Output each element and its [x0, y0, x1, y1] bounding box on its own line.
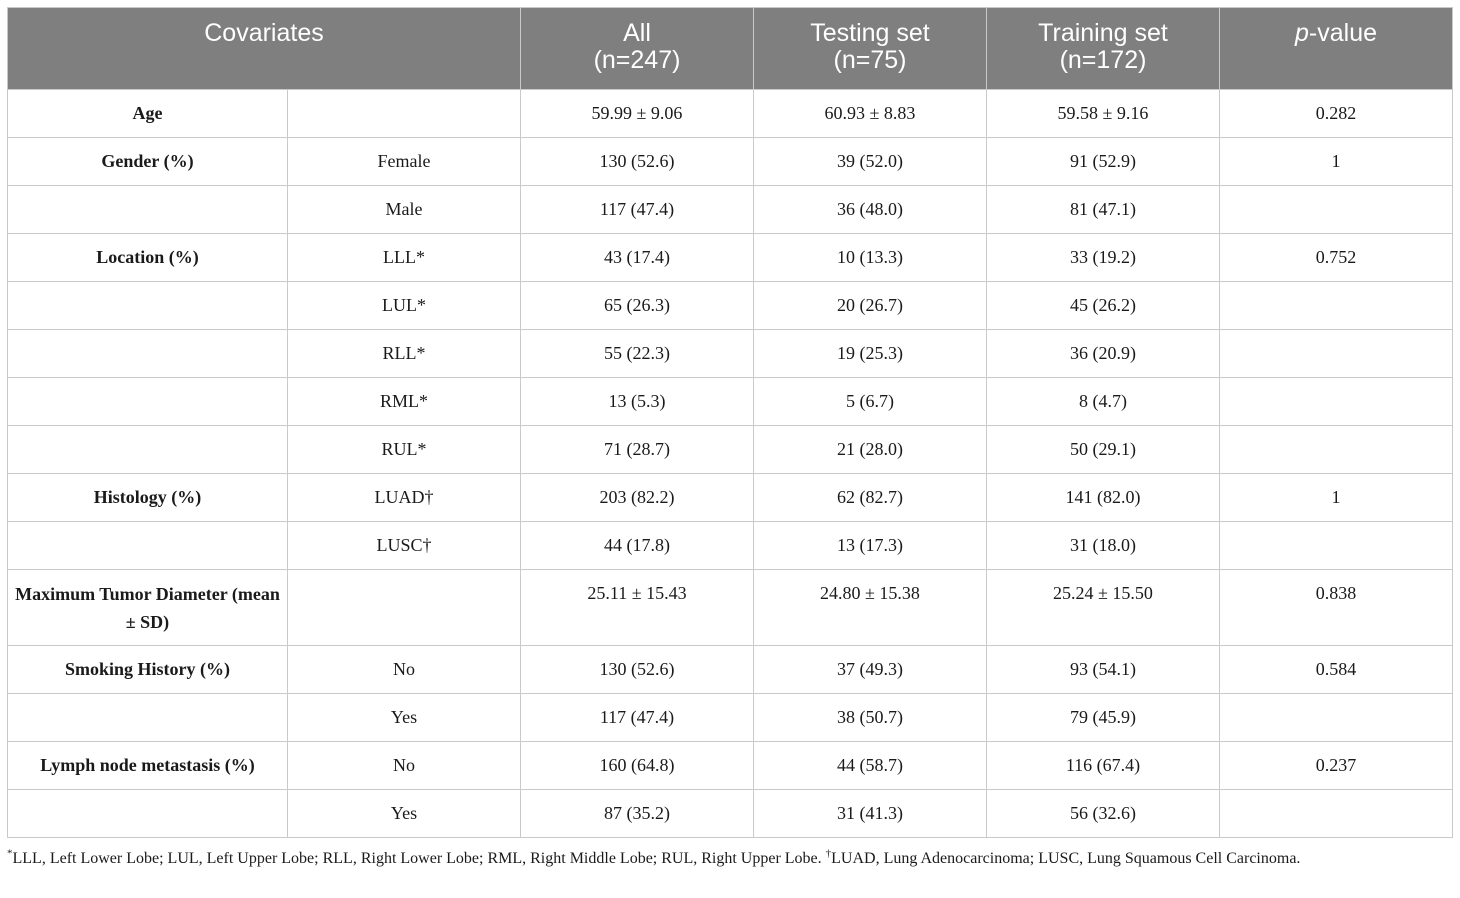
- row-training-value: 33 (19.2): [1070, 247, 1136, 267]
- row-testing-value: 20 (26.7): [837, 295, 903, 315]
- row-all-value: 65 (26.3): [604, 295, 670, 315]
- cell-pvalue: [1220, 694, 1453, 742]
- cell-level: [288, 282, 521, 330]
- row-testing-value: 5 (6.7): [846, 391, 894, 411]
- row-covariate: [8, 426, 287, 439]
- cell-level: [288, 234, 521, 282]
- footnote-star: *: [7, 847, 13, 860]
- cell-testing-value: [754, 282, 987, 330]
- cell-testing-value: [754, 234, 987, 282]
- cell-all-value: [521, 742, 754, 790]
- cell-testing-value: [754, 522, 987, 570]
- cell-training-value: [987, 646, 1220, 694]
- cell-level: [288, 790, 521, 838]
- cell-testing-value: [754, 474, 987, 522]
- row-level: No: [393, 755, 415, 775]
- row-all-value: 130 (52.6): [599, 659, 675, 679]
- footnote-dagger: †: [825, 847, 832, 860]
- cell-training-value: [987, 138, 1220, 186]
- row-covariate: Gender (%): [101, 151, 194, 171]
- row-all-value: 130 (52.6): [599, 151, 675, 171]
- cell-training-value: [987, 426, 1220, 474]
- cell-training-value: [987, 282, 1220, 330]
- cell-pvalue: [1220, 330, 1453, 378]
- cell-training-value: [987, 186, 1220, 234]
- cell-pvalue: [1220, 474, 1453, 522]
- cell-covariate: [8, 330, 288, 378]
- cell-testing-value: [754, 694, 987, 742]
- row-level: LUL*: [382, 295, 426, 315]
- row-level: RLL*: [382, 343, 426, 363]
- header-pvalue-italic: p: [1295, 19, 1309, 47]
- row-level: Female: [377, 151, 431, 171]
- cell-covariate: [8, 186, 288, 234]
- row-testing-value: 10 (13.3): [837, 247, 903, 267]
- table-row: [8, 790, 1453, 838]
- row-all-value: 71 (28.7): [604, 439, 670, 459]
- row-level: LUSC†: [376, 535, 432, 555]
- cell-level: [288, 330, 521, 378]
- cell-training-value: [987, 474, 1220, 522]
- cell-level: [288, 186, 521, 234]
- row-all-value: 44 (17.8): [604, 535, 670, 555]
- row-training-value: 93 (54.1): [1070, 659, 1136, 679]
- table-row: [8, 474, 1453, 522]
- cell-level: [288, 474, 521, 522]
- cell-all-value: [521, 90, 754, 138]
- row-covariate: Lymph node metastasis (%): [40, 755, 255, 775]
- covariates-table: [7, 7, 1453, 838]
- row-covariate: [8, 790, 287, 803]
- row-pvalue: 0.584: [1315, 659, 1357, 679]
- header-covariates-label: Covariates: [204, 19, 324, 47]
- row-covariate: Histology (%): [93, 487, 202, 507]
- footnote-abbreviations-lobes: LLL, Left Lower Lobe; LUL, Left Upper Lobe; RLL, Right Lower Lobe; RML, Right Middle Lobe; RUL, Right Upper Lobe.: [12, 850, 826, 867]
- cell-testing-value: [754, 330, 987, 378]
- row-training-value: 91 (52.9): [1070, 151, 1136, 171]
- row-covariate: Age: [132, 103, 163, 123]
- row-training-value: 116 (67.4): [1065, 755, 1141, 775]
- cell-testing-value: [754, 426, 987, 474]
- cell-level: [288, 694, 521, 742]
- row-all-value: 43 (17.4): [604, 247, 670, 267]
- cell-level: [288, 426, 521, 474]
- row-level: [288, 570, 520, 583]
- row-training-value: 59.58 ± 9.16: [1057, 103, 1149, 123]
- row-training-value: 56 (32.6): [1070, 803, 1136, 823]
- table-row: [8, 646, 1453, 694]
- row-all-value: 55 (22.3): [604, 343, 670, 363]
- cell-all-value: [521, 570, 754, 646]
- cell-covariate: [8, 742, 288, 790]
- row-covariate: [8, 330, 287, 343]
- header-training: [987, 8, 1220, 90]
- row-covariate: [8, 694, 287, 707]
- row-all-value: 117 (47.4): [599, 199, 675, 219]
- row-all-value: 13 (5.3): [608, 391, 666, 411]
- cell-training-value: [987, 790, 1220, 838]
- cell-pvalue: [1220, 790, 1453, 838]
- cell-pvalue: [1220, 570, 1453, 646]
- header-row: [8, 8, 1453, 90]
- cell-pvalue: [1220, 234, 1453, 282]
- cell-all-value: [521, 234, 754, 282]
- cell-covariate: [8, 138, 288, 186]
- cell-level: [288, 742, 521, 790]
- header-pvalue-rest: -value: [1308, 19, 1377, 47]
- table-row: [8, 570, 1453, 646]
- row-pvalue: 0.838: [1315, 583, 1357, 603]
- cell-training-value: [987, 378, 1220, 426]
- cell-covariate: [8, 282, 288, 330]
- cell-training-value: [987, 570, 1220, 646]
- row-testing-value: 39 (52.0): [837, 151, 903, 171]
- row-training-value: 31 (18.0): [1070, 535, 1136, 555]
- row-testing-value: 44 (58.7): [837, 755, 903, 775]
- header-training-label: Training set: [1038, 19, 1168, 47]
- cell-pvalue: [1220, 138, 1453, 186]
- table-body: [8, 90, 1453, 838]
- cell-covariate: [8, 234, 288, 282]
- row-pvalue: [1220, 426, 1452, 439]
- cell-testing-value: [754, 570, 987, 646]
- cell-testing-value: [754, 138, 987, 186]
- cell-pvalue: [1220, 742, 1453, 790]
- row-covariate: [8, 186, 287, 199]
- row-level: Male: [385, 199, 423, 219]
- cell-testing-value: [754, 646, 987, 694]
- cell-pvalue: [1220, 90, 1453, 138]
- row-testing-value: 24.80 ± 15.38: [820, 583, 920, 603]
- cell-pvalue: [1220, 426, 1453, 474]
- table-row: [8, 90, 1453, 138]
- row-training-value: 45 (26.2): [1070, 295, 1136, 315]
- cell-testing-value: [754, 790, 987, 838]
- cell-pvalue: [1220, 646, 1453, 694]
- table-row: [8, 522, 1453, 570]
- row-testing-value: 21 (28.0): [837, 439, 903, 459]
- table-row: [8, 234, 1453, 282]
- row-covariate: Smoking History (%): [64, 659, 230, 679]
- row-level: [288, 90, 520, 103]
- row-testing-value: 19 (25.3): [837, 343, 903, 363]
- row-level: RML*: [379, 391, 428, 411]
- row-pvalue: 1: [1331, 151, 1341, 171]
- row-testing-value: 60.93 ± 8.83: [824, 103, 916, 123]
- row-all-value: 160 (64.8): [599, 755, 675, 775]
- cell-testing-value: [754, 378, 987, 426]
- row-pvalue: 0.752: [1315, 247, 1357, 267]
- cell-all-value: [521, 378, 754, 426]
- row-covariate: [8, 282, 287, 295]
- cell-training-value: [987, 742, 1220, 790]
- cell-all-value: [521, 694, 754, 742]
- row-all-value: 203 (82.2): [599, 487, 675, 507]
- cell-all-value: [521, 522, 754, 570]
- cell-all-value: [521, 282, 754, 330]
- cell-all-value: [521, 790, 754, 838]
- cell-training-value: [987, 234, 1220, 282]
- table-row: [8, 282, 1453, 330]
- cell-covariate: [8, 426, 288, 474]
- row-testing-value: 37 (49.3): [837, 659, 903, 679]
- table-row: [8, 742, 1453, 790]
- row-covariate: Maximum Tumor Diameter (mean ± SD): [15, 584, 280, 632]
- row-level: Yes: [390, 803, 418, 823]
- header-all-n: (n=247): [593, 46, 681, 74]
- row-training-value: 141 (82.0): [1065, 487, 1141, 507]
- cell-training-value: [987, 522, 1220, 570]
- row-training-value: 25.24 ± 15.50: [1053, 583, 1153, 603]
- cell-covariate: [8, 378, 288, 426]
- cell-covariate: [8, 90, 288, 138]
- row-pvalue: [1220, 378, 1452, 391]
- header-testing-label: Testing set: [810, 19, 930, 47]
- row-level: No: [393, 659, 415, 679]
- table-header: [8, 8, 1453, 90]
- row-testing-value: 13 (17.3): [837, 535, 903, 555]
- header-pvalue: [1220, 8, 1453, 90]
- table-row: [8, 186, 1453, 234]
- row-testing-value: 62 (82.7): [837, 487, 903, 507]
- row-testing-value: 38 (50.7): [837, 707, 903, 727]
- cell-pvalue: [1220, 378, 1453, 426]
- row-level: RUL*: [381, 439, 427, 459]
- cell-covariate: [8, 790, 288, 838]
- footnote-abbreviations-histology: LUAD, Lung Adenocarcinoma; LUSC, Lung Squamous Cell Carcinoma.: [831, 850, 1301, 867]
- row-covariate: [8, 378, 287, 391]
- table-row: [8, 138, 1453, 186]
- cell-level: [288, 138, 521, 186]
- row-training-value: 81 (47.1): [1070, 199, 1136, 219]
- header-testing: [754, 8, 987, 90]
- row-covariate: [8, 522, 287, 535]
- cell-all-value: [521, 474, 754, 522]
- row-all-value: 59.99 ± 9.06: [591, 103, 683, 123]
- header-all-label: All: [623, 19, 651, 47]
- row-level: LUAD†: [374, 487, 434, 507]
- cell-testing-value: [754, 186, 987, 234]
- cell-all-value: [521, 138, 754, 186]
- header-covariates: [8, 8, 521, 90]
- header-all: [521, 8, 754, 90]
- header-testing-n: (n=75): [833, 46, 907, 74]
- row-covariate: Location (%): [96, 247, 199, 267]
- row-training-value: 50 (29.1): [1070, 439, 1136, 459]
- row-testing-value: 31 (41.3): [837, 803, 903, 823]
- row-pvalue: [1220, 790, 1452, 803]
- table-row: [8, 378, 1453, 426]
- row-level: Yes: [390, 707, 418, 727]
- row-all-value: 87 (35.2): [604, 803, 670, 823]
- cell-all-value: [521, 330, 754, 378]
- table-footnote: [7, 846, 1452, 871]
- table-row: [8, 426, 1453, 474]
- cell-training-value: [987, 330, 1220, 378]
- table-row: [8, 330, 1453, 378]
- row-pvalue: [1220, 186, 1452, 199]
- cell-testing-value: [754, 742, 987, 790]
- cell-covariate: [8, 646, 288, 694]
- row-training-value: 79 (45.9): [1070, 707, 1136, 727]
- cell-training-value: [987, 694, 1220, 742]
- cell-training-value: [987, 90, 1220, 138]
- row-level: LLL*: [383, 247, 425, 267]
- row-pvalue: 0.237: [1315, 755, 1357, 775]
- cell-pvalue: [1220, 282, 1453, 330]
- cell-level: [288, 90, 521, 138]
- cell-pvalue: [1220, 522, 1453, 570]
- row-testing-value: 36 (48.0): [837, 199, 903, 219]
- row-pvalue: 0.282: [1315, 103, 1357, 123]
- row-training-value: 8 (4.7): [1079, 391, 1127, 411]
- row-training-value: 36 (20.9): [1070, 343, 1136, 363]
- row-pvalue: [1220, 282, 1452, 295]
- cell-level: [288, 378, 521, 426]
- table-row: [8, 694, 1453, 742]
- cell-all-value: [521, 186, 754, 234]
- cell-level: [288, 570, 521, 646]
- row-pvalue: 1: [1331, 487, 1341, 507]
- cell-covariate: [8, 694, 288, 742]
- cell-level: [288, 646, 521, 694]
- row-all-value: 25.11 ± 15.43: [587, 583, 687, 603]
- cell-all-value: [521, 646, 754, 694]
- cell-pvalue: [1220, 186, 1453, 234]
- row-all-value: 117 (47.4): [599, 707, 675, 727]
- header-training-n: (n=172): [1059, 46, 1147, 74]
- row-pvalue: [1220, 694, 1452, 707]
- cell-all-value: [521, 426, 754, 474]
- cell-covariate: [8, 570, 288, 646]
- cell-covariate: [8, 474, 288, 522]
- cell-covariate: [8, 522, 288, 570]
- row-pvalue: [1220, 522, 1452, 535]
- cell-testing-value: [754, 90, 987, 138]
- cell-level: [288, 522, 521, 570]
- table-container: [7, 7, 1452, 838]
- row-pvalue: [1220, 330, 1452, 343]
